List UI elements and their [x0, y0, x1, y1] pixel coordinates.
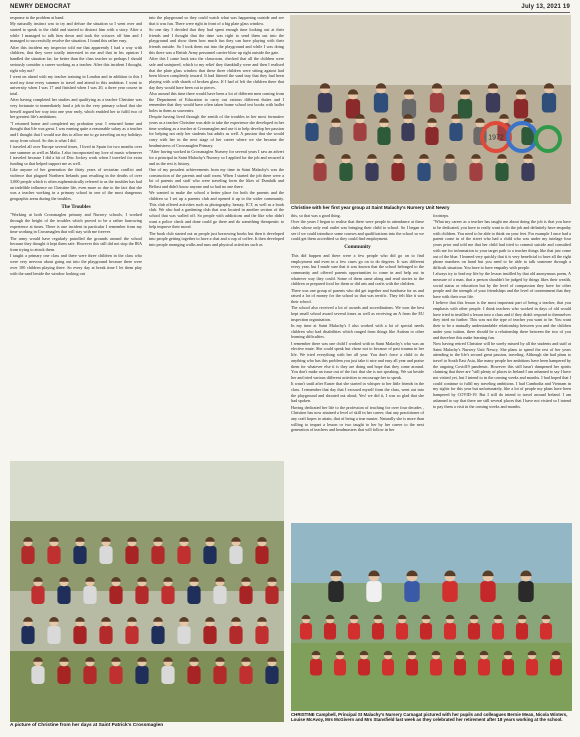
paper-name: NEWRY DEMOCRAT: [10, 4, 71, 10]
photo-person: [265, 577, 278, 604]
photo-person: [339, 154, 352, 181]
photo-person: [313, 154, 326, 181]
photo-person: [366, 571, 381, 602]
photo-person: [109, 577, 122, 604]
photo-person: [425, 118, 438, 145]
photo-person: [135, 577, 148, 604]
photo-person: [310, 651, 322, 676]
photo-person: [391, 154, 404, 181]
photo-person: [328, 571, 343, 603]
photo-person: [213, 657, 226, 684]
photo-person: [239, 657, 252, 684]
photo-person: [318, 83, 332, 112]
caption-right-photo: CHRISTINE Campbell, Principal St Malachy's Nursery Carnagat pictured with her pupils and colleagues Bernie Mean, Nicola Winters, Louise McAvoy, Mrs McGivern and Mrs Stansfield last week as they celebrated her retirement after 18 years working at the school.: [291, 712, 568, 723]
masthead: [10, 2, 570, 13]
photo-person: [125, 537, 138, 564]
article-paragraph: Also around this time there would have been a lot of different men coming from the Department of Education to carry out various different duties and I remember that they would have often taken home school test books with bullet holes in them as souvenirs.: [149, 90, 284, 114]
photo-person: [177, 537, 190, 564]
article-paragraph: I always try to lead my life by the lesson instilled by that old anonymous poem, A measure of a man, that a person shouldn't be judged by things likes their wealth, social status or education but by the level of compassion they have for other people and the strength of your friendships and the level of contentment that they have with their own life.: [433, 271, 571, 300]
article-paragraph: This did happen and there were a few people who did go on to find employment and even in a few cases go on to do degrees. It was different every year, but I made sure that it was known that the school belonged to the community and offered parents opportunities to come in and help out in whatever way they could. Some of them came along and read stories to the children or prepared food for them or did arts and crafts with the children.: [291, 252, 424, 287]
article-paragraph: Now having retired Christine will be sorely missed by all the students and staff at Saint Malachy's Nursery Unit Newry. She plans to spend the rest of her years attending to the life's second great passion, traveling. Although she had plans to travel to South East Asia, like many people her ambitions have been hampered by the ongoing Covid19 pandemic. However this still hasn't dampened her spirits claiming that there are "still plenty of places in Ireland I am ashamed to say I have not visited yet, but I intend to in the coming weeks and months. I had hoped that I could continue to fulfil my traveling ambitions. I had Cambodia and Vietnam in my sights for this year but unfortunately, like a lot of people my plans have been hampered by COVID-19. But I still do intend to travel around Ireland. I am ashamed to say that there are still several places that I have not visited so I intend to pay them a visit in the coming weeks and months.: [433, 340, 571, 409]
article-paragraph: "What my career as a teacher has taught me about doing the job is that you have to be dedicated, you have to really want to do the job and definitely have empathy with children. You need to be able to think on your feet. For example I once had a parent come in of the street who had a child who was under my tutelage four years prior and told me that her child had tried to commit suicide and consulted with me for information to your target path to a teacher things like that just come out of the blue. I learned very quickly that it is very beneficial to have all the right phone numbers on hand but you need to be able to talk someone through a difficult situation. You have to have empathy with people.: [433, 219, 571, 270]
subheading-troubles: The Troubles: [61, 203, 91, 210]
photo-person: [203, 617, 216, 644]
photo-person: [47, 537, 60, 564]
photo-person: [161, 577, 174, 604]
article-paragraph: this, so that was a good thing.: [291, 213, 341, 218]
photo-person: [324, 615, 336, 640]
photo-person: [358, 651, 370, 676]
photo-person: [468, 615, 480, 640]
article-paragraph: There was one group of parents who did get together and fundraise for us and raised a lot of money for the school so that was terrific. They felt like it was their school.: [291, 287, 424, 305]
photo-person: [151, 617, 164, 644]
photo-person: [382, 651, 394, 676]
article-paragraph: My naturally instinct was to try and defuse the situation so I went over and started to speak to the child and started to distract him with a story. After a while I managed to talk him down and took the scissors off him and I managed to successfully resolve the situation. I found this rather easy.: [10, 21, 142, 44]
article-paragraph: The army would have regularly patrolled the grounds around the school because they thought it kept them safe. However this still did not stop the IRA from trying to attack them.: [10, 235, 142, 253]
photo-person: [73, 617, 86, 644]
photo-person: [329, 118, 342, 145]
article-paragraph: "Working at both Crossmaglen primary and Nursery schools, I worked through the height of the troubles which proved to be a rather harrowing experience at times. There is one incident in particular I remember from my time working in Crossmaglen that will stay with me forever.: [10, 212, 142, 235]
photo-person: [486, 83, 500, 112]
photo-person: [469, 154, 482, 181]
photo-person: [255, 537, 268, 564]
photo-person: [374, 83, 388, 112]
photo-person: [187, 577, 200, 604]
article-paragraph: response to the problem at hand.: [10, 15, 65, 20]
photo-person: [353, 114, 366, 141]
article-paragraph: After this incident my inspector told me that apparently I had a way with children, that they were totally interested in me and that in his opinion I handled the situation far, far better than the class teacher so perhaps I should seriously consider a career working as a teacher. After this incident I thought, right why not?: [10, 44, 142, 73]
photo-person: [239, 577, 252, 604]
article-column-3: [291, 213, 424, 517]
photo-person: [430, 83, 444, 112]
article-column-2: [149, 15, 284, 456]
article-paragraph: into the playground so they could watch what was happening outside and see that it was fun. There were right in front of a big plate glass window.: [149, 15, 284, 26]
photo-person: [177, 617, 190, 644]
article-paragraph: Having dedicated her life to the profession of teaching for over four decades , Christine has now attained a level of skill in her career, that any practitioner of any craft hopes to attain, that of being a true master. Naturally she is more than willing to impart a lesson or two taught to her by her career to the next generation of teachers and headmasters that will follow in her: [291, 404, 424, 433]
article-paragraph: "I returned home and completed my probation year. I returned home and thought that life was great. I was earning quite a reasonable salary as a teacher and I thought that I would use this to allow me to go traveling on my holidays away from school. So this is what I did.: [10, 120, 142, 143]
photo-person: [454, 651, 466, 676]
photo-person: [348, 615, 360, 640]
photo-person: [480, 571, 495, 603]
photo-person: [404, 571, 419, 603]
article-paragraph: I traveled all over Europe several times, I lived in Spain for two months over one summer as well as Malta. I also incorporated my love of music whenever I traveled because I did a bit of Disc Jockey work when I traveled for extra funding so that helped support me as well.: [10, 144, 142, 167]
photo-person: [417, 154, 430, 181]
article-paragraph: I went on ahead with my teacher training in London and in addition to this I used my time every summer to travel and attend to this ambition. I went to university when I was 17 and finished when I was 20, a three year course in total.: [10, 73, 142, 96]
photo-person: [83, 657, 96, 684]
photo-first-year-group-image: [290, 15, 571, 204]
photo-person: [540, 615, 552, 640]
photo-person: [255, 617, 268, 644]
page-number: 19: [562, 4, 570, 10]
photo-person: [300, 615, 312, 640]
photo-person: [265, 657, 278, 684]
photo-person: [401, 114, 414, 141]
article-paragraph: footsteps.: [433, 213, 450, 218]
column-4-paragraphs: [433, 213, 571, 409]
photo-person: [125, 617, 138, 644]
caption-top-photo: Christine with her first year group at Saint Malachy's Nursery Unit Newry: [291, 205, 450, 210]
photo-person: [420, 615, 432, 640]
photo-person: [526, 651, 538, 676]
photo-person: [377, 118, 390, 145]
photo-person: [21, 537, 34, 564]
photo-person: [187, 657, 200, 684]
photo-person: [229, 537, 242, 564]
photo-person: [542, 83, 556, 112]
photo-person: [21, 617, 34, 644]
photo-person: [135, 657, 148, 684]
photo-person: [99, 617, 112, 644]
article-paragraph: In my time at Saint Malachy's I also worked with a lot of special needs children who had disabilities which ranged from things like Autism to other learning difficulties.: [291, 323, 424, 340]
photo-person: [444, 615, 456, 640]
article-paragraph: I believe that this lesson is the most important part of being a teacher, that you emphasis with other people. I think teachers who worked in days of old would have tried to instilled a lesson into a class and if they didn't respond to themselves they tried no further. This was not the type of teacher you want to be. You want their to be a mutually understandable relationship between you and the children under your tuition, there should be a relationship there between the two of you and therefore this make learning fun.: [433, 300, 571, 340]
ring-number: 1972: [488, 134, 504, 142]
photo-person: [518, 571, 533, 603]
photo-person: [31, 577, 44, 604]
article-paragraph: I taught a primary one class and there were three children in the class who were very nervous about going out into the playground because there were over 100 children playing there. So every day at break time I let them play with the sand beside the window looking out: [10, 253, 142, 276]
photo-person: [550, 651, 562, 676]
photo-person: [213, 577, 226, 604]
photo-person: [305, 114, 318, 141]
article-paragraph: "After having worked in Crossmaglen Nursery for several years I saw an advert for a principal in Saint Malachy's Nursery so I applied for the job and secured it and as the rest is history.: [149, 149, 284, 166]
photo-crossmaglen-image: [10, 461, 284, 722]
article-column-4: [433, 213, 571, 517]
column-3-paragraphs: [291, 213, 424, 242]
article-paragraph: I remember there was one child I worked with in Saint Malachy's who was an elective mute. She could speak but chose not to because of past trauma in her life. We tried everything with her all year. You don't force a child to do anything who has this problem you just take it nice and easy all year and praise them for whatever else it is they are doing and hope that they come around. You don't make an issue out of the fact that she is not speaking. We sat beside her and tried various different activities to encourage her to speak.: [291, 340, 424, 380]
photo-person: [203, 537, 216, 564]
article-paragraph: It wasn't until after Easter that she started to whisper to her little friends in the class. I remember that day that I excused myself from the class, went out into the playground and shouted out aloud, Yes! we did it, I was so glad that she had spoken.: [291, 381, 424, 404]
photo-person: [57, 577, 70, 604]
photo-person: [430, 651, 442, 676]
photo-person: [99, 537, 112, 564]
article-paragraph: Like anyone of her generation the thirty years of sectarian conflict and violence that plagued Northern Irelands past resulting in the deaths of over 3,000 people which is often euphemistically referred to as the troubles has had an indelible influence on Christine life, even more so due to the fact that she was a teacher working in a primary school in one of the most dangerous geographic areas during the troubles.: [10, 167, 142, 201]
photo-person: [458, 89, 472, 118]
photo-person: [372, 615, 384, 640]
photo-person: [502, 651, 514, 676]
article-paragraph: The book club started out as people just borrowing books but then it developed into people getting together to have a chat and a cup of coffee. It then developed into people arranging walks and runs and physical activities such as: [149, 230, 284, 248]
photo-person: [443, 154, 456, 181]
photo-person: [109, 657, 122, 684]
photo-person: [521, 154, 534, 181]
photo-person: [495, 154, 508, 181]
photo-person: [229, 617, 242, 644]
article-paragraph: Over the years I began to realise that there were people in attendance at these clubs whose only real outlet was bringing their child to school. So I began to see if we could introduce some courses and qualifications into the school so we could get them accredited so they could find employment.: [291, 219, 424, 242]
photo-person: [83, 577, 96, 604]
photo-person: [492, 615, 504, 640]
photo-person: [31, 657, 44, 684]
issue-date: July 13, 2021: [521, 4, 562, 10]
photo-person: [449, 114, 462, 141]
caption-left-photo: A picture of Christine from her days at Saint Patrick's Crossmaglen: [10, 723, 164, 728]
article-paragraph: So one day I decided that they had spent enough time looking out at their friends and I thought that the time was right to send them out into the playground and show them how much fun they can have playing with their friends outside. So I took them out into the playground and while I was doing this there was a British Army personnel carrier blow up right outside the gate.: [149, 27, 284, 55]
photo-retirement-group-image: [291, 523, 572, 711]
photo-person: [47, 617, 60, 644]
article-paragraph: The school also received a lot of awards and accreditations. We won the best kept small school award several times as well as receiving an A from the EU inspection organisation.: [291, 305, 424, 322]
photo-first-year-group: [290, 15, 571, 204]
column-2-paragraphs: [149, 15, 284, 248]
article-paragraph: After having completed her studies and qualifying as a teacher Christine was very fortunate to immediately land a job in the very primary school that she herself argued her way into one year early, which enabled her to fulfil two of her greatest life's ambitions.: [10, 97, 142, 120]
article-paragraph: After this I came back into the classroom, checked that all the children were safe and uninjured, which to my relief they thankfully were and then I realised that the plate glass window that these three children were sitting against had been blown completely inward. It had littered the sand tray that they had been playing with with shards of broken glass. If I had of left the children there that day they would have been cut to pieces.: [149, 56, 284, 90]
photo-person: [516, 615, 528, 640]
photo-person: [365, 154, 378, 181]
article-paragraph: One of my proudest achievements from my time in Saint Malachy's was the construction of the parents and staff room. When I started the job there were a lot of parents and staff who were traveling form the likes of Dundalk and Belfast and didn't know anyone and so had no one there.: [149, 166, 284, 189]
article-paragraph: Despite having lived through the zenith of the troubles in her most formative years as a teacher Christine was able to take the experience she developed in her time working as a teacher at Crossmaglen and use it to help develop her passion for helping not only her students but adults as well. A passion that she would carry with her in the next stage of her career where we she became the headmistress of Crossmaglen Primary.: [149, 114, 284, 148]
photo-person: [442, 571, 457, 603]
subheading-community: Community: [344, 244, 371, 251]
photo-person: [161, 657, 174, 684]
photo-retirement-group: [291, 523, 572, 711]
photo-person: [514, 89, 528, 118]
photo-person: [478, 651, 490, 676]
photo-person: [346, 89, 360, 118]
photo-person: [73, 537, 86, 564]
photo-person: [334, 651, 346, 676]
article-column-1: [10, 15, 142, 456]
photo-person: [406, 651, 418, 676]
photo-person: [57, 657, 70, 684]
photo-person: [396, 615, 408, 640]
photo-crossmaglen: [10, 461, 284, 722]
article-paragraph: We wanted to make the school a better place for both the parents and the children so I set up a parents club and opened it up to the wider community. This club offered activities such as photography, beauty, ICT, as well as a book club. We also had a gardening club that was located in another section of the school that was walled off. So people with addictions and the like who didn't want a police check and done could go there and do something therapeutic to help improve their mood.: [149, 190, 284, 230]
column-1b-paragraphs: [10, 212, 142, 276]
issue-date-page: [521, 4, 570, 10]
photo-person: [151, 537, 164, 564]
column-3b-paragraphs: [291, 253, 424, 433]
column-1-paragraphs: [10, 15, 142, 202]
